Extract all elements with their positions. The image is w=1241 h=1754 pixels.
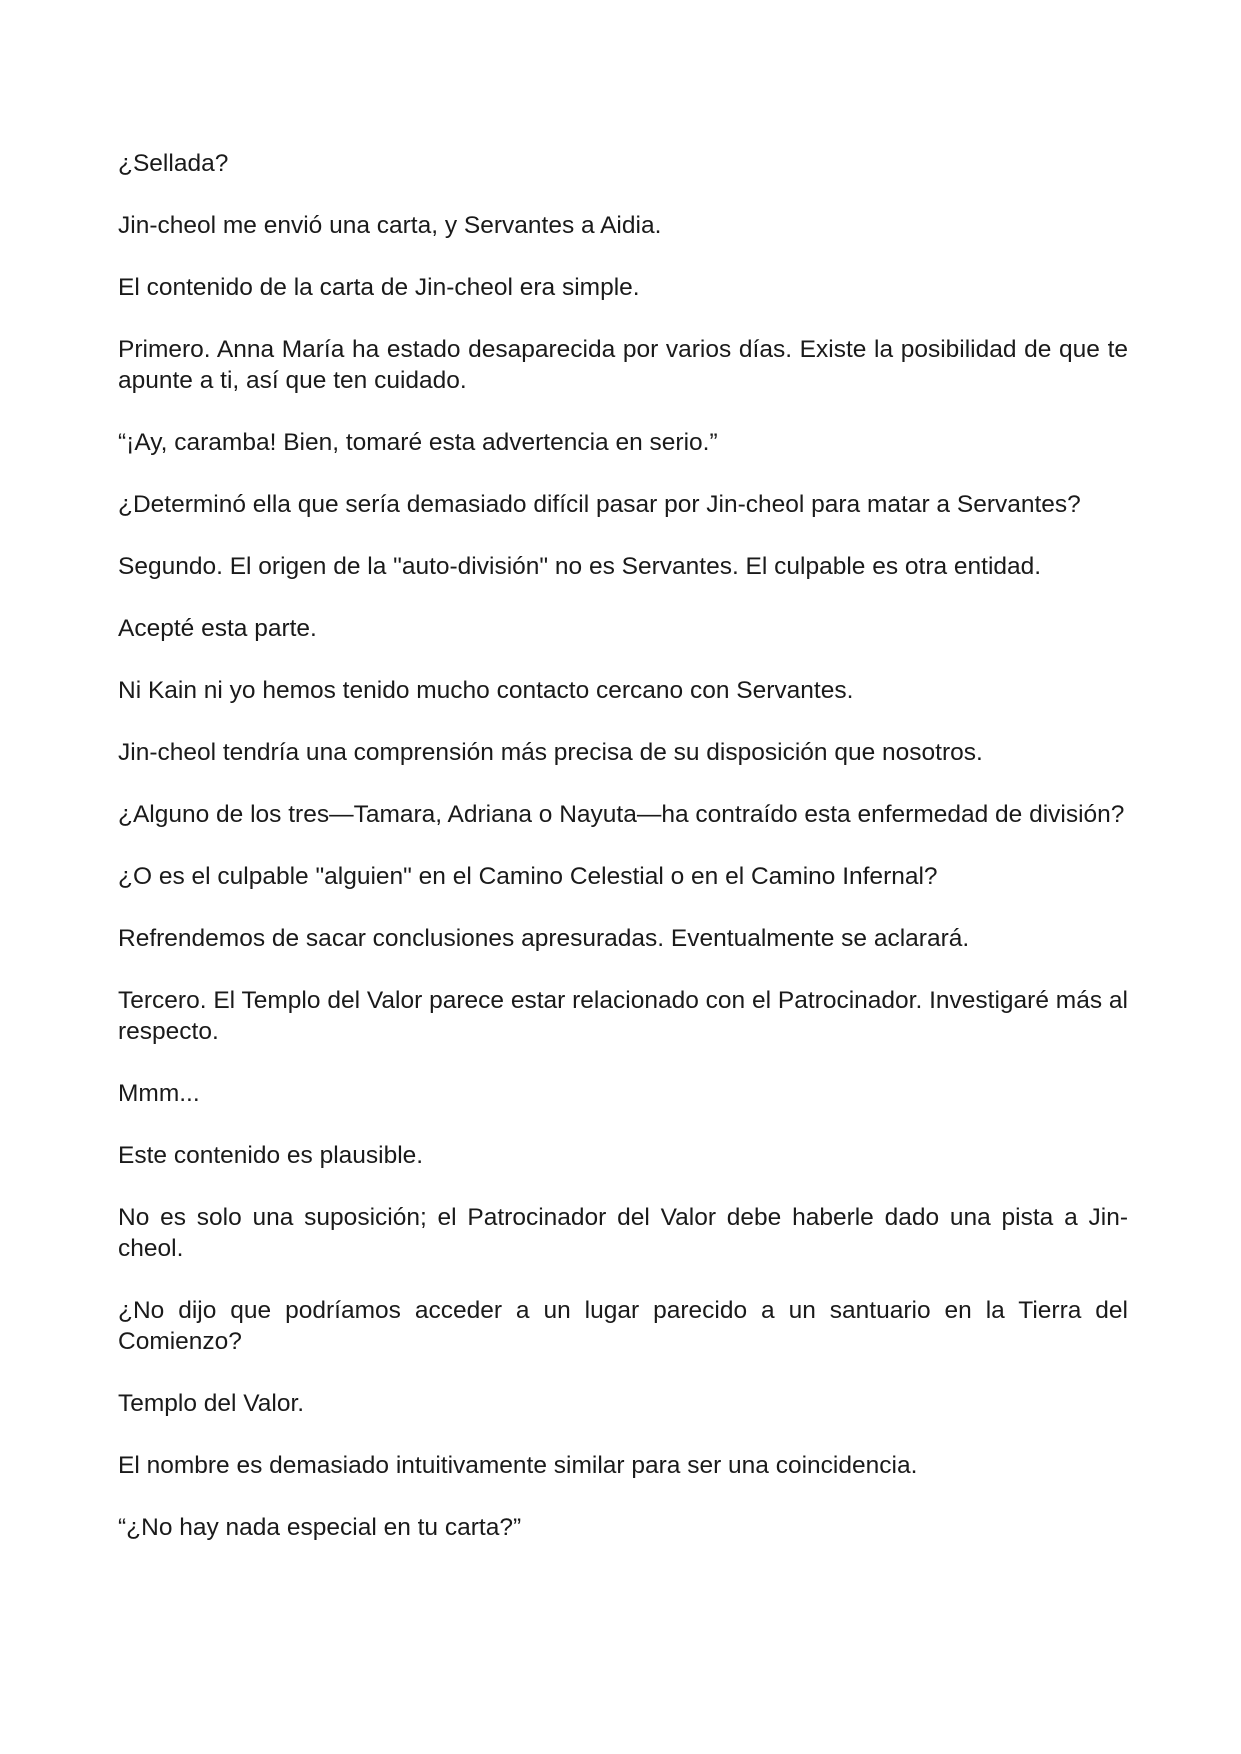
document-body xyxy=(118,148,1128,1574)
paragraph: Jin-cheol me envió una carta, y Servantes a Aidia. xyxy=(118,212,662,239)
paragraph: “¿No hay nada especial en tu carta?” xyxy=(118,1514,522,1541)
paragraph: Tercero. El Templo del Valor parece estar relacionado con el Patrocinador. Investigaré más al respecto. xyxy=(118,987,1128,1045)
paragraph: ¿Determinó ella que sería demasiado difícil pasar por Jin-cheol para matar a Servantes? xyxy=(118,491,1081,518)
paragraph: Jin-cheol tendría una comprensión más precisa de su disposición que nosotros. xyxy=(118,739,983,766)
paragraph: “¡Ay, caramba! Bien, tomaré esta advertencia en serio.” xyxy=(118,429,718,456)
paragraph: Acepté esta parte. xyxy=(118,615,317,642)
paragraph: Templo del Valor. xyxy=(118,1390,305,1417)
paragraph: ¿No dijo que podríamos acceder a un lugar parecido a un santuario en la Tierra del Comienzo? xyxy=(118,1297,1128,1355)
paragraph: ¿Alguno de los tres—Tamara, Adriana o Nayuta—ha contraído esta enfermedad de división? xyxy=(118,801,1125,828)
paragraph: Primero. Anna María ha estado desaparecida por varios días. Existe la posibilidad de que te apunte a ti, así que ten cuidado. xyxy=(118,336,1128,394)
paragraph: Ni Kain ni yo hemos tenido mucho contacto cercano con Servantes. xyxy=(118,677,854,704)
paragraph: El contenido de la carta de Jin-cheol era simple. xyxy=(118,274,640,301)
paragraph: ¿O es el culpable "alguien" en el Camino Celestial o en el Camino Infernal? xyxy=(118,863,938,890)
paragraph: Mmm... xyxy=(118,1080,200,1107)
paragraph: ¿Sellada? xyxy=(118,150,229,177)
paragraph: No es solo una suposición; el Patrocinador del Valor debe haberle dado una pista a Jin-cheol. xyxy=(118,1204,1128,1262)
paragraph: El nombre es demasiado intuitivamente similar para ser una coincidencia. xyxy=(118,1452,918,1479)
paragraph: Segundo. El origen de la "auto-división" no es Servantes. El culpable es otra entidad. xyxy=(118,553,1042,580)
paragraph: Refrendemos de sacar conclusiones apresuradas. Eventualmente se aclarará. xyxy=(118,925,970,952)
paragraph: Este contenido es plausible. xyxy=(118,1142,424,1169)
